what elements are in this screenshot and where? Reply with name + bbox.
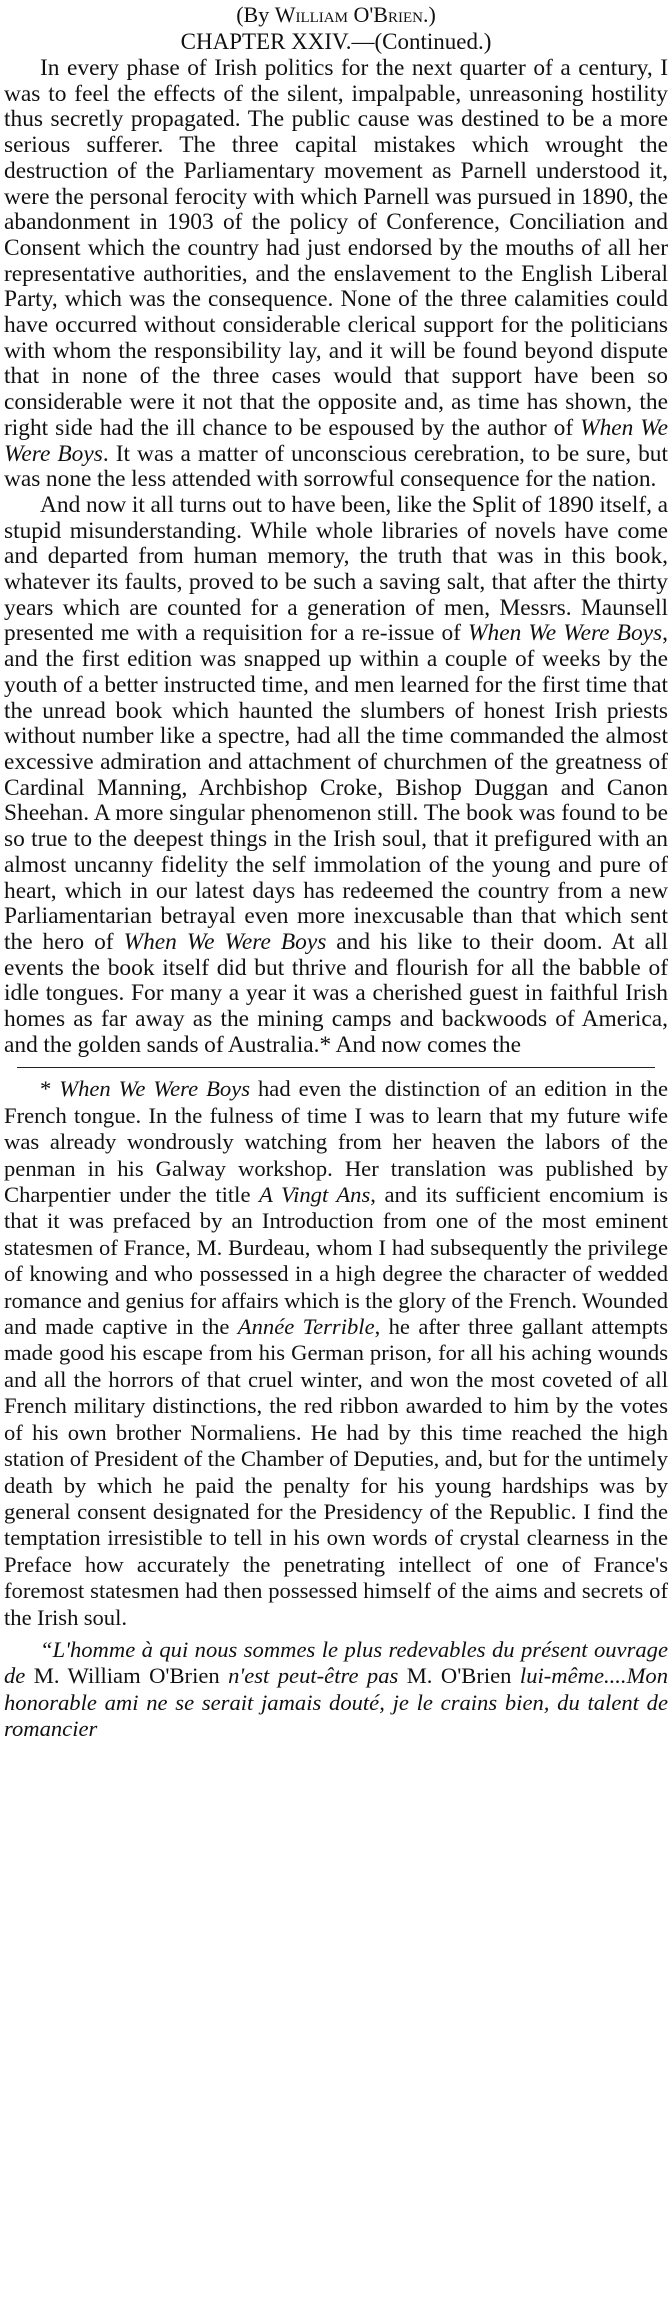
book-title: When We Were Boys: [123, 928, 327, 955]
quote-text-b: n'est peut-être pas: [219, 1663, 407, 1689]
paragraph-1: [4, 56, 668, 493]
byline-close: .): [422, 2, 436, 27]
paragraph-2: [4, 493, 668, 1058]
paragraph-1-text: In every phase of Irish politics for the next quarter of a century, I was to feel the effects of the silent, impalpable, unreasoning hostility thus secretly propagated. The public cause was destined to be a more serious sufferer. The three capital mistakes which wrought the destruction of the Parliamentary movement as Parnell understood it, were the personal ferocity with which Parnell was pursued in 1890, the abandonment in 1903 of the policy of Conference, Conciliation and Consent which the country had just endorsed by the mouths of all her representative authorities, and the enslavement to the English Liberal Party, which was the consequence. None of the three calamities could have occurred without considerable clerical support for the politicians with whom the responsibility lay, and it will be found beyond dispute that in none of the three cases would that support have been so considerable were it not that the opposite and, as time has shown, the right side had the ill chance to be espoused by the author of: [4, 55, 668, 441]
book-title: When We Were Boys: [59, 1076, 251, 1102]
annee-terrible: Année Terrible: [237, 1314, 375, 1340]
quote-text-c: lui-même....Mon honorable ami ne se serait jamais douté, je le crains bien, du talent de romancier: [4, 1663, 668, 1742]
document-page: [4, 0, 668, 2324]
footnote-text-b: , and its sufficient encomium is that it was prefaced by an Introduction from one of the most eminent statesmen of France, M. Burdeau, whom I had subsequently the privilege of knowing and who possessed in a high degree the character of wedded romance and genius for affairs which is the glory of the French. Wounded and made captive in the: [4, 1182, 668, 1340]
french-quotation: [4, 1637, 668, 1743]
quote-text-a: “L'homme à qui nous sommes le plus redevables du présent ouvrage de: [4, 1636, 668, 1689]
paragraph-1-end: . It was a matter of unconscious cerebration, to be sure, but was none the less attended with sorrowful consequence for the nation.: [4, 440, 668, 493]
book-title: When We Were Boys: [468, 620, 663, 647]
french-title: A Vingt Ans: [259, 1182, 371, 1208]
byline-open: (By: [236, 2, 275, 27]
paragraph-2-text-a: And now it all turns out to have been, like the Split of 1890 itself, a stupid misunderstanding. While whole libraries of novels have come and departed from human memory, the truth that was in this book, whatever its faults, proved to be such a saving salt, that after the thirty years which are counted for a generation of men, Messrs. Maunsell presented me with a requisition for a re-issue of: [4, 491, 668, 647]
book-title: When We Were Boys: [4, 414, 668, 467]
footnote-text-c: , he after three gallant attempts made good his escape from his German prison, for all his aching wounds and all the horrors of that cruel winter, and won the most coveted of all French military distinctions, the red ribbon awarded to him by the votes of his own brother Normaliens. He had by this time reached the high station of President of the Chamber of Deputies, and, but for the untimely death by which he paid the penalty for his young hardships was by general consent designated for the Presidency of the Republic. I find the temptation irresistible to tell in his own words of crystal clearness in the Preface how accurately the penetrating intellect of one of France's foremost statesmen had then possessed himself of the aims and secrets of the Irish soul.: [4, 1314, 668, 1630]
paragraph-2-text-c: and his like to their doom. At all events the book itself did but thrive and flourish for all the babble of idle tongues. For many a year it was a cherished guest in faithful Irish homes as far away as the mining camps and backwoods of America, and the golden sands of Australia.* And now comes the: [4, 928, 668, 1058]
quote-name-2: M. O'Brien: [406, 1663, 512, 1689]
byline-author: William O'Brien: [274, 2, 423, 27]
paragraph-2-text-b: , and the first edition was snapped up within a couple of weeks by the youth of a better instructed time, and men learned for the first time that the unread book which haunted the slumbers of honest Irish priests without number like a spectre, had all the time commanded the almost excessive admiration and attachment of churchmen of the greatness of Cardinal Manning, Archbishop Croke, Bishop Duggan and Canon Sheehan. A more singular phenomenon still. The book was found to be so true to the deepest things in the Irish soul, that it prefigured with an almost uncanny fidelity the self immolation of the young and pure of heart, which in our latest days has redeemed the country from a new Parliamentarian betrayal even more inexcusable than that which sent the hero of: [4, 620, 668, 955]
footnote: [4, 1076, 668, 1631]
footnote-divider: [17, 1067, 654, 1068]
footnote-text-a: had even the distinction of an edition in the French tongue. In the fulness of time I was to learn that my future wife was already wondrously watching from her heaven the labors of the penman in his Galway workshop. Her translation was published by Charpentier under the title: [4, 1076, 668, 1208]
chapter-heading: CHAPTER XXIV.—(Continued.): [180, 29, 492, 54]
byline: [4, 0, 668, 28]
footnote-marker: *: [40, 1076, 60, 1102]
quote-name: M. William O'Brien: [33, 1663, 220, 1689]
